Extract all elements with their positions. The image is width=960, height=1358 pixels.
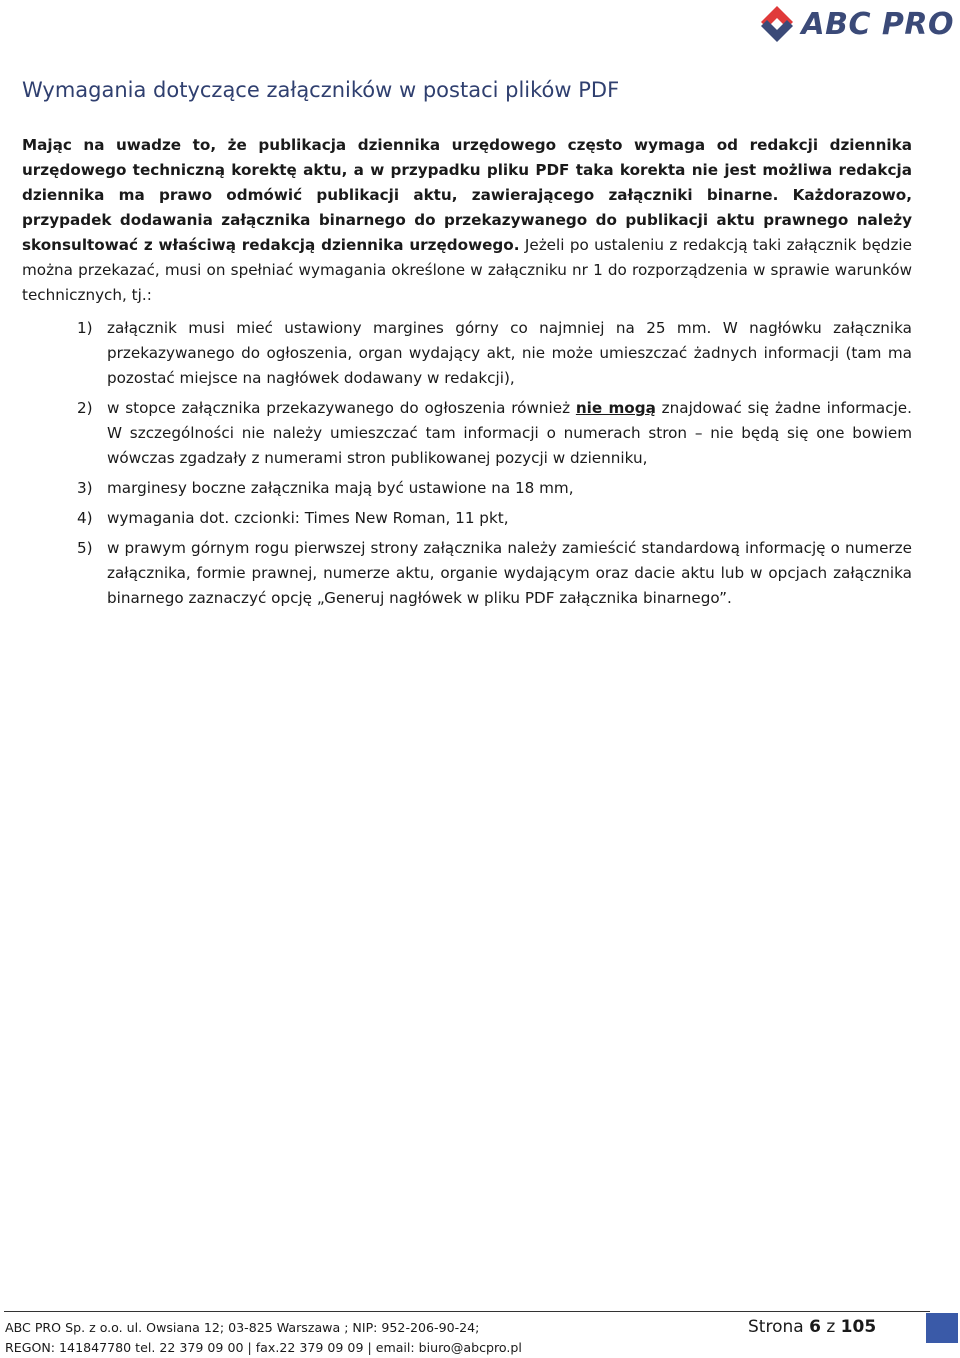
list-item-text: marginesy boczne załącznika mają być ustawione na 18 mm, xyxy=(107,479,574,497)
footer-accent-block xyxy=(926,1313,958,1343)
requirements-list xyxy=(22,316,912,611)
footer-company-info xyxy=(5,1318,522,1358)
list-item-text: w stopce załącznika przekazywanego do ogłoszenia również xyxy=(107,399,576,417)
company-logo xyxy=(757,4,954,44)
list-item-number: 4) xyxy=(77,509,93,527)
list-item-text: załącznik musi mieć ustawiony margines górny co najmniej na 25 mm. W nagłówku załącznika przekazywanego do ogłoszenia, organ wydający akt, nie może umieszczać żadnych informacji (tam ma pozostać miejsce na nagłówek dodawany w redakcji), xyxy=(107,319,912,387)
list-item xyxy=(22,476,912,501)
logo-text: ABC PRO xyxy=(801,6,954,42)
list-item-number: 3) xyxy=(77,479,93,497)
list-item-text-cont: znajdować się żadne informacje. W szczególności nie należy umieszczać tam informacji o numerach stron – nie będą się one bowiem wówczas zgadzały z numerami stron publikowanej pozycji w dzienniku, xyxy=(107,399,912,467)
intro-bold-text: Mając na uwadze to, że publikacja dziennika urzędowego często wymaga od redakcji dziennika urzędowego techniczną korektę aktu, a w przypadku pliku PDF taka korekta nie jest możliwa redakcja dziennika ma prawo odmówić publikacji aktu, zawierającego załączniki binarne. Każdorazowo, przypadek dodawania załącznika binarnego do przekazywanego do publikacji aktu prawnego należy skonsultować z właściwą redakcją dziennika urzędowego. xyxy=(22,136,912,254)
list-item-number: 2) xyxy=(77,399,93,417)
document-body xyxy=(22,133,912,616)
intro-paragraph xyxy=(22,133,912,308)
footer-divider xyxy=(4,1311,930,1312)
footer-line-2: REGON: 141847780 tel. 22 379 09 00 | fax.22 379 09 09 | email: biuro@abcpro.pl xyxy=(5,1340,522,1355)
list-item-number: 1) xyxy=(77,319,93,337)
list-item xyxy=(22,506,912,531)
page-total: 105 xyxy=(840,1317,877,1337)
page-current: 6 xyxy=(809,1317,821,1337)
abc-pro-logo-icon xyxy=(757,4,797,44)
footer-line-1: ABC PRO Sp. z o.o. ul. Owsiana 12; 03-825 Warszawa ; NIP: 952-206-90-24; xyxy=(5,1320,480,1335)
section-title: Wymagania dotyczące załączników w postaci plików PDF xyxy=(22,78,620,102)
list-item xyxy=(22,396,912,471)
list-item-text: wymagania dot. czcionki: Times New Roman, 11 pkt, xyxy=(107,509,509,527)
page-sep: z xyxy=(826,1317,836,1337)
list-item-number: 5) xyxy=(77,539,93,557)
page-number xyxy=(748,1317,876,1337)
emphasis-text: nie mogą xyxy=(575,399,656,417)
list-item-text: w prawym górnym rogu pierwszej strony załącznika należy zamieścić standardową informację o numerze załącznika, formie prawnej, numerze aktu, organie wydającym oraz dacie aktu lub w opcjach załącznika binarnego zaznaczyć opcję „Generuj nagłówek w pliku PDF załącznika binarnego”. xyxy=(107,539,912,607)
intro-normal-text: Jeżeli po ustaleniu z redakcją taki załącznik będzie można przekazać, musi on spełniać wymagania określone w załączniku nr 1 do rozporządzenia w sprawie warunków technicznych, tj.: xyxy=(22,236,912,304)
page-label: Strona xyxy=(748,1317,804,1337)
list-item xyxy=(22,536,912,611)
list-item xyxy=(22,316,912,391)
